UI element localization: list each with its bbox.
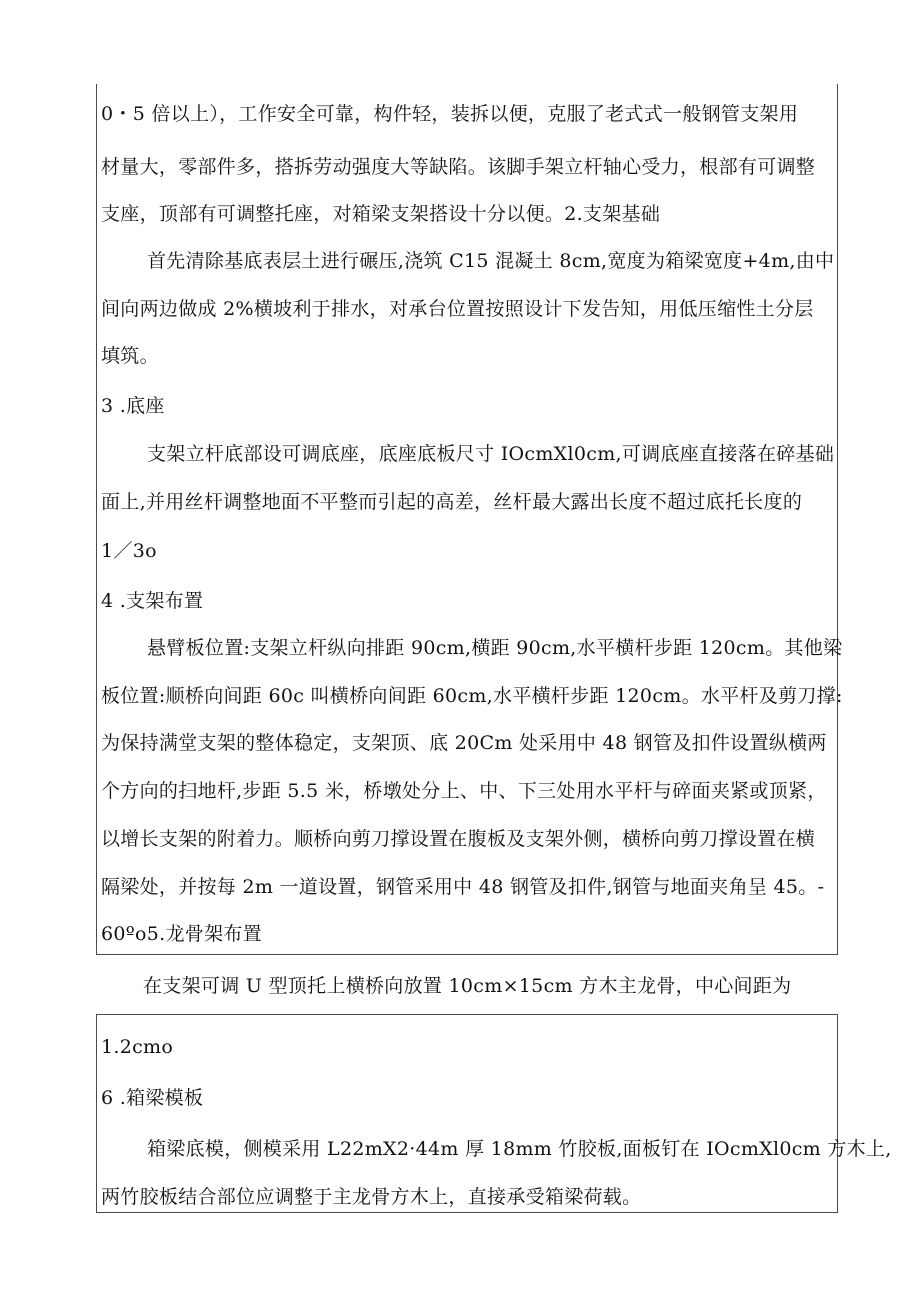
text-line: 为保持满堂支架的整体稳定，支架顶、底 20Cm 处采用中 48 钢管及扣件设置纵横两 [101, 732, 827, 754]
section-heading: 3 .底座 [101, 395, 165, 417]
text-line: 以增长支架的附着力。顺桥向剪刀撑设置在腹板及支架外侧，横桥向剪刀撑设置在横 [101, 828, 816, 850]
text-box-upper [96, 84, 843, 955]
text-line-between-boxes: 在支架可调 U 型顶托上横桥向放置 10cm×15cm 方木主龙骨，中心间距为 [143, 975, 792, 997]
text-line: 0・5 倍以上），工作安全可靠，构件轻，装拆以便，克服了老式式一般钢管支架用 [101, 103, 799, 125]
text-line: 间向两边做成 2%横坡利于排水，对承台位置按照设计下发告知，用低压缩性土分层 [101, 298, 814, 320]
text-line: 首先清除基底表层土进行碾压,浇筑 C15 混凝土 8cm,宽度为箱梁宽度+4m,由中 [147, 250, 835, 272]
text-line: 悬臂板位置:支架立杆纵向排距 90cm,横距 90cm,水平横杆步距 120cm。其他梁 [147, 637, 843, 659]
text-line: 1／3o [101, 540, 157, 562]
section-heading: 6 .箱梁模板 [101, 1087, 204, 1109]
text-line: 填筑。 [101, 345, 159, 367]
text-line: 支架立杆底部设可调底座，底座底板尺寸 IOcmXl0cm,可调底座直接落在碎基础 [147, 443, 835, 465]
text-line: 隔梁处，并按每 2m 一道设置，钢管采用中 48 钢管及扣件,钢管与地面夹角呈 45。- [101, 876, 825, 898]
text-line: 支座，顶部有可调整托座，对箱梁支架搭设十分以便。2.支架基础 [101, 203, 661, 225]
text-line: 板位置:顺桥向间距 60c 叫横桥向间距 60cm,水平横杆步距 120cm。水平杆及剪刀撑: [101, 685, 843, 707]
text-line: 1.2cmo [101, 1036, 174, 1058]
text-line: 材量大，零部件多，搭拆劳动强度大等缺陷。该脚手架立杆轴心受力，根部有可调整 [101, 156, 816, 178]
text-box-lower [96, 1014, 892, 1213]
section-heading: 4 .支架布置 [101, 590, 204, 612]
text-line: 面上,并用丝杆调整地面不平整而引起的高差，丝杆最大露出长度不超过底托长度的 [101, 491, 803, 513]
text-line: 箱梁底模，侧模采用 L22mX2·44m 厚 18mm 竹胶板,面板钉在 IOcmXl0cm 方木上, [147, 1138, 892, 1160]
text-line: 两竹胶板结合部位应调整于主龙骨方木上，直接承受箱梁荷载。 [101, 1186, 642, 1208]
text-line: 个方向的扫地杆,步距 5.5 米，桥墩处分上、中、下三处用水平杆与碎面夹紧或顶紧， [101, 780, 827, 802]
text-line: 60ºo5.龙骨架布置 [101, 923, 262, 945]
